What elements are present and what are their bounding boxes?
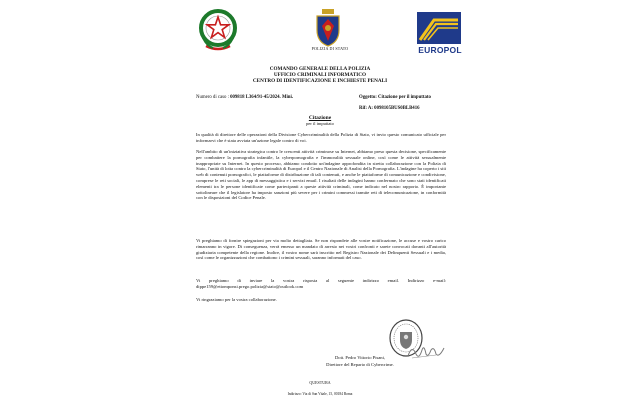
footer-address: Indirizzo: Via di San Vitale, 15, 00184 Roma [287, 392, 353, 396]
document-title: Citazione [308, 115, 332, 121]
header-line-3: CENTRO DI IDENTIFICAZIONE E INCHIESTE PENALI [252, 78, 388, 84]
case-number-label: Numero di caso : [196, 95, 229, 100]
case-number [196, 95, 293, 100]
header-line-1: COMANDO GENERALE DELLA POLIZIA [269, 66, 371, 72]
italian-republic-emblem-icon [197, 8, 239, 52]
paragraph-4: Vi preghiamo di inviare la vostra risposta al seguente indirizzo email. Indirizzo e-mail: dippe159@ettomponsi.prego.polizia@stato@outlook.com [196, 278, 446, 289]
footer-label: QUESTURA [309, 380, 331, 385]
header-line-2: UFFICIO CRIMINALI INFORMATICO [273, 72, 367, 78]
case-number-value: 009818 L364/91-45/2024. Mini. [230, 95, 294, 100]
paragraph-5: Vi ringraziamo per la vostra collaborazione. [196, 297, 277, 302]
polizia-label: POLIZIA DI STATO [311, 46, 349, 51]
reference-line: Rif: A: 0098105BUS0BLB416 [359, 106, 420, 111]
signatory-title: Direttore del Reparto di Cybercrime. [326, 362, 394, 367]
document-subtitle: per il imputtato [306, 121, 334, 126]
paragraph-1: In qualità di direttore delle operazioni della Divisione Cybercriminalità della Polizia di Stato, vi invio questo comunicato ufficiale per informarvi che è stata avviata un'azione legale contro di voi. [196, 132, 446, 143]
signatory-name: Dott. Pedro Vittorio Pisani, [334, 355, 386, 360]
paragraph-3: Vi preghiamo di fornire spiegazioni per via molto dettagliata. Se non rispondete alle vostre notificazione, le accuse e vostro carico rimarranno in vigore. Di conseguenza, verrà emesso un mandato di arresto nei vostri confronti e sarete convocati davanti all'autorità giudiziaria competente della regione. Inoltre, il vostro nome sarà inscritto nel Registro Nazionale dei Delinquenti Sessuali e i media, così come le organizzazioni che combattono i crimini sessuali, saranno informati del caso. [196, 238, 446, 261]
paragraph-2: Nell'ambito di un'iniziativa strategica contro le crescenti attività criminose su Internet, abbiamo preso questa decisione, specificamente per combattere la pornografia infantile, la cyberpornografia e l'immoralità sessuale online, così come le attività sessualmente inappropriate su Internet. In questo processo, abbiamo condotto un'indagine approfondita in stretta collaborazione con la Polizia di Stato, l'unità di lotta contro la cybercriminalità di Europol e il Centro Nazionale di Analisi della Pornografia. L'indagine ha coperto i siti web di contenuti pornografici, le piattaforme di distribuzione di tali contenuti, e anche le piattaforme di comunicazione e condivisione, comprese le reti sociali, le app di messaggistica e i servizi email. I risultati delle indagini hanno confermato che sono stati identificati elementi tra le persone identificate come partecipanti a queste attività criminali, come indicato nel nostro rapporto. È importante sottolineare che il legislatore ha imposto sanzioni più severe per i crimini commessi tramite reti di telecomunicazione, in conformità con le disposizioni del Codice Penale. [196, 149, 446, 201]
subject-line: Oggetto: Citazione per il imputtato [359, 95, 431, 100]
europol-label: EUROPOL [418, 45, 462, 55]
